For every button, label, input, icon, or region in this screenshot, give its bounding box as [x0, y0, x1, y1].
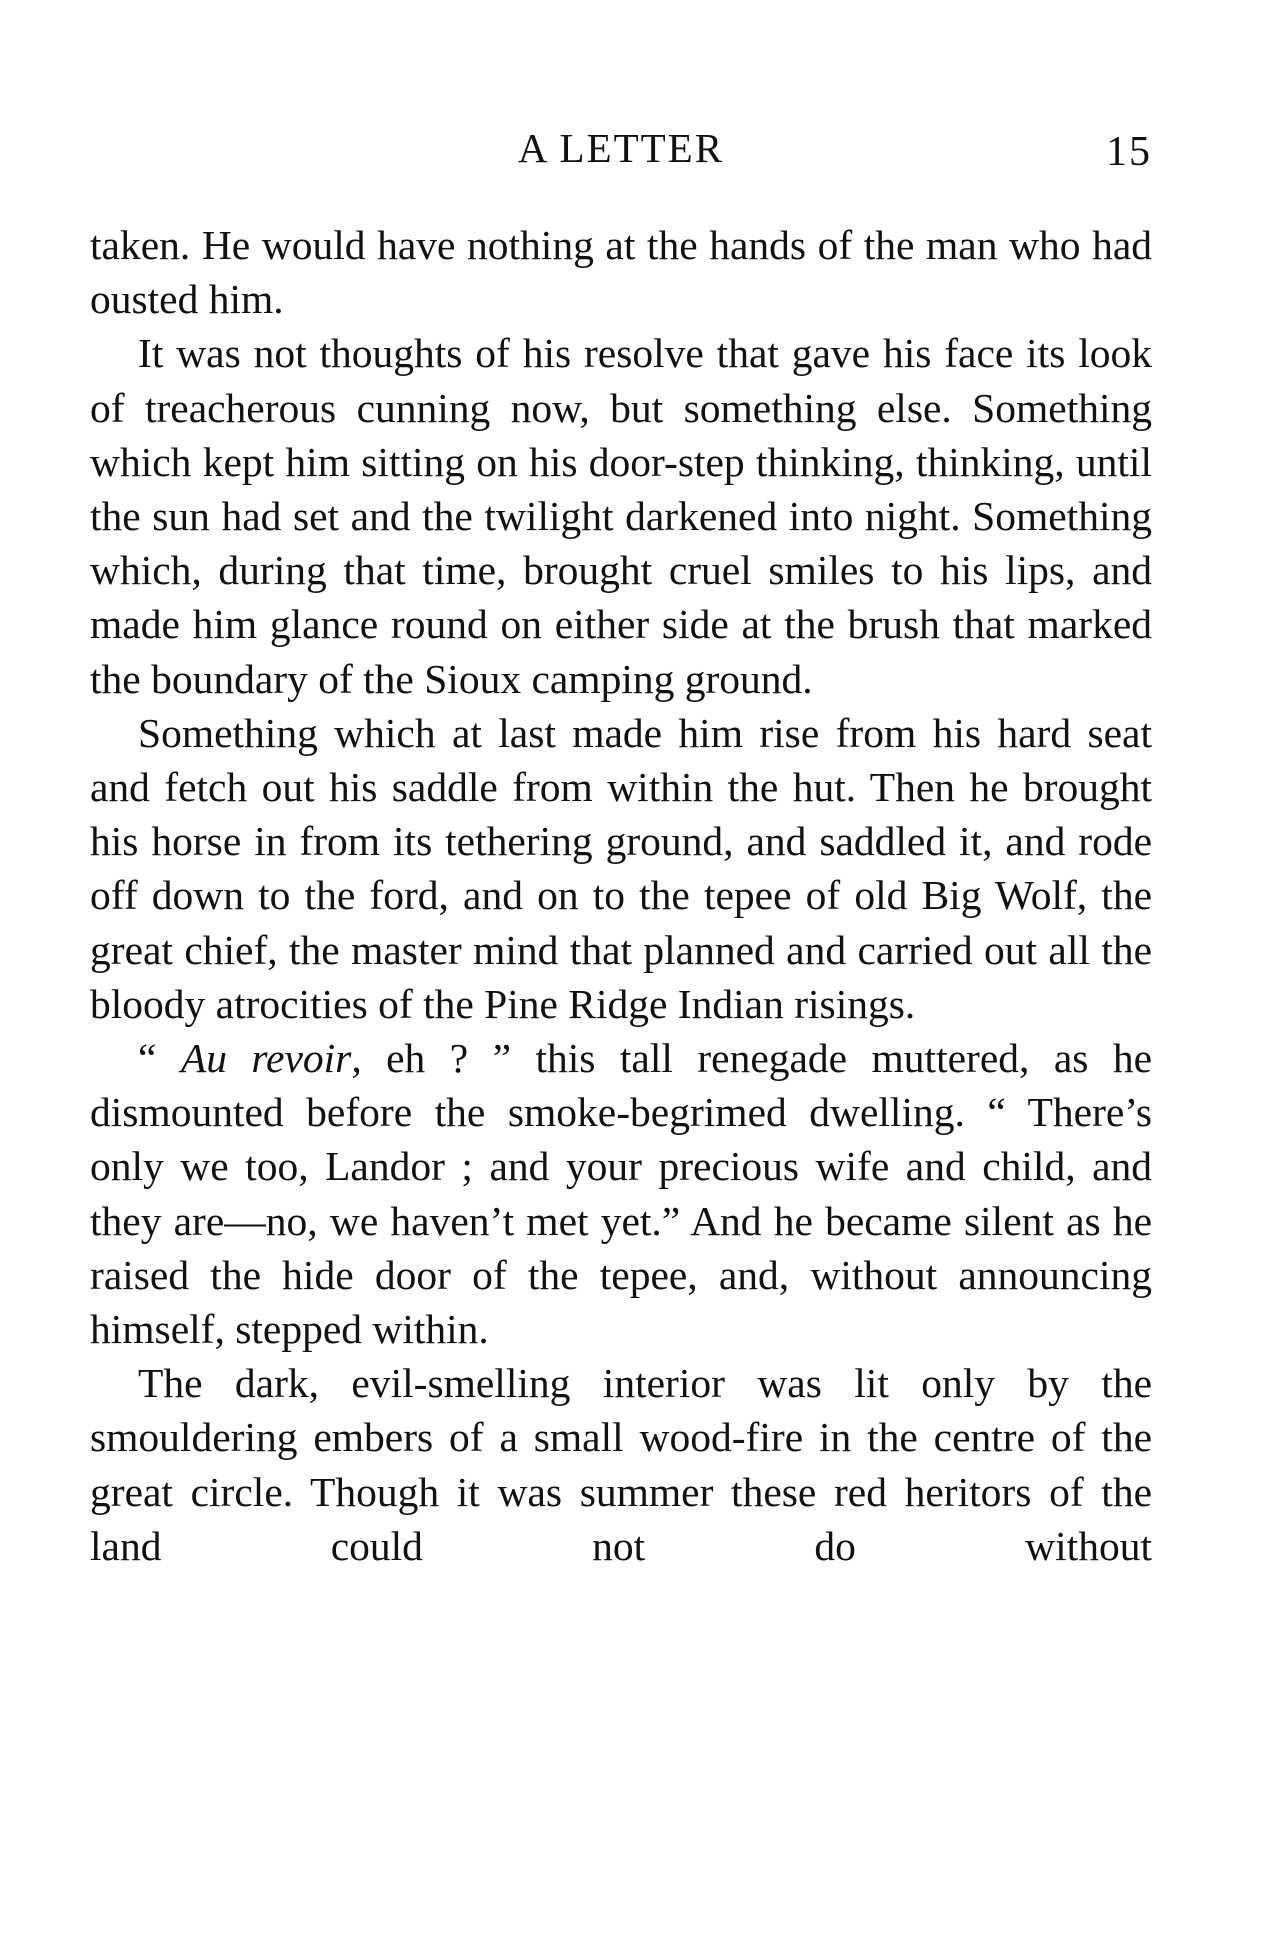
text-segment: Something which at last made him rise from his hard seat and fetch out his saddle from within the hut. Then he brought his horse in from its tethering ground, and saddled it, and rode off down to the ford, and on to the tepee of old Big Wolf, the great chief, the master mind that planned and carried out all the bloody atrocities of the Pine Ridge Indian risings.: [90, 709, 1152, 1027]
paragraph: [90, 326, 1152, 705]
body-text: [90, 218, 1152, 1573]
text-segment: , eh ? ” this tall renegade muttered, as he dismounted before the smoke-begrimed dwelling. “ There’s only we too, Landor ; and your precious wife and child, and they are—no, we haven’t met yet.” And he became silent as he raised the hide door of the tepee, and, without announcing himself, stepped within.: [90, 1035, 1153, 1353]
paragraph: [90, 218, 1152, 326]
paragraph: [90, 706, 1152, 1031]
paragraph: [90, 1031, 1152, 1356]
text-segment: The dark, evil-smelling interior was lit only by the smouldering embers of a small wood-fire in the centre of the great circle. Though it was summer these red heritors of the land could not do without: [90, 1360, 1152, 1569]
page-number: 15: [1106, 129, 1152, 175]
text-segment: It was not thoughts of his resolve that gave his face its look of treacherous cunning now, but something else. Something which kept him sitting on his door-step thinking, thinking, until the sun had set and the twilight darkened into night. Something which, during that time, brought cruel smiles to his lips, and made him glance round on either side at the brush that marked the boundary of the Sioux camping ground.: [90, 330, 1152, 702]
text-segment: taken. He would have nothing at the hands of the man who had ousted him.: [90, 222, 1152, 323]
running-title: A LETTER: [517, 125, 725, 171]
text-segment: “: [138, 1035, 181, 1082]
italic-text-segment: Au revoir: [180, 1035, 352, 1082]
paragraph: [90, 1356, 1152, 1573]
running-head: [90, 118, 1152, 178]
